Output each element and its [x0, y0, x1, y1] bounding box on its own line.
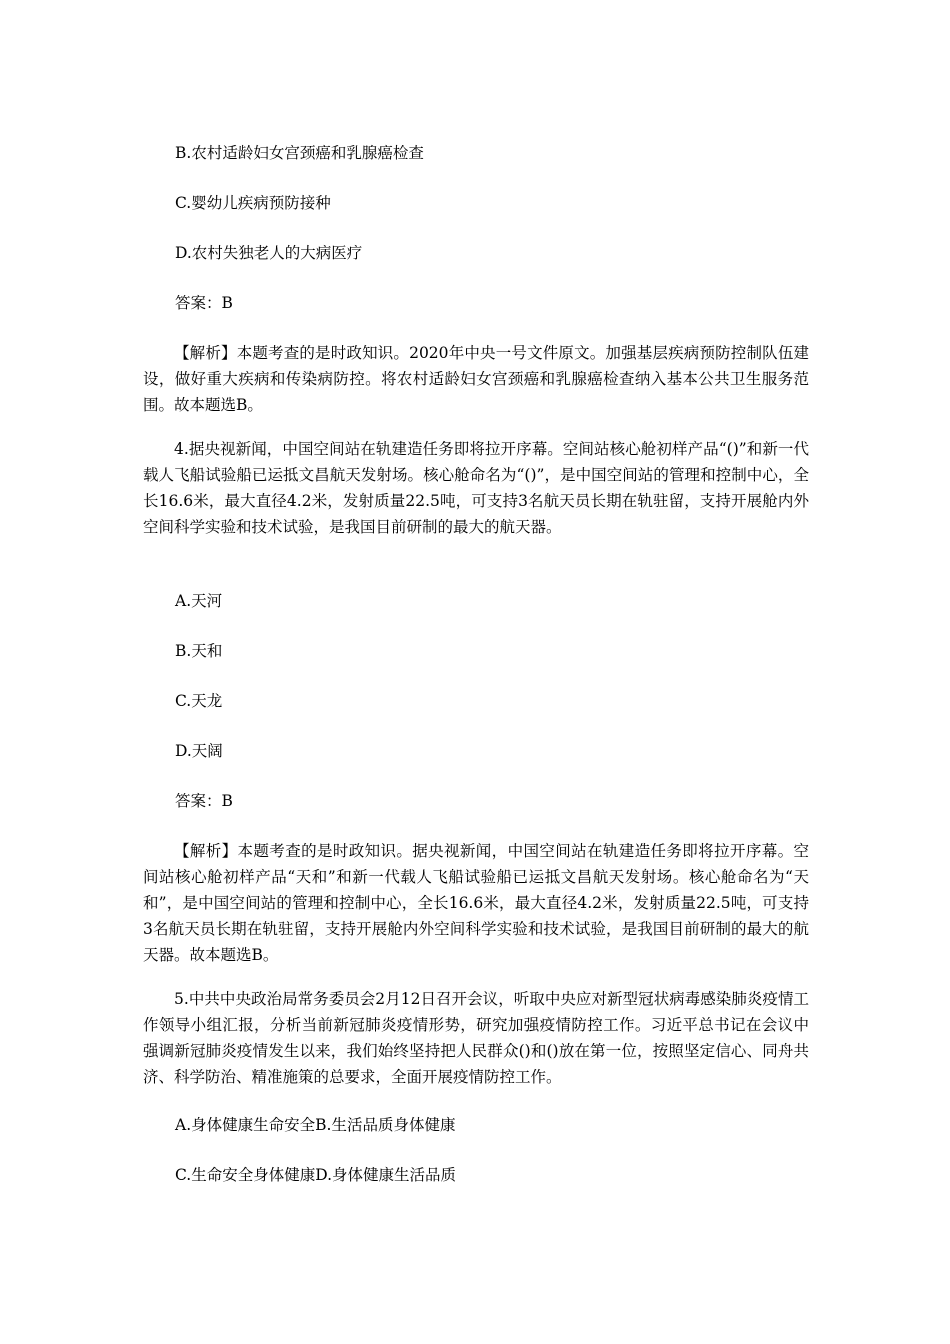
q5-stem: 5.中共中央政治局常务委员会2月12日召开会议，听取中央应对新型冠状病毒感染肺炎疫情工作领导小组汇报，分析当前新冠肺炎疫情形势，研究加强疫情防控工作。习近平总书记在会议中强调新冠肺炎疫情发生以来，我们始终坚持把人民群众()和()放在第一位，按照坚定信心、同舟共济、科学防治、精准施策的总要求，全面开展疫情防控工作。	[143, 990, 809, 1086]
q4-stem: 4.据央视新闻，中国空间站在轨建造任务即将拉开序幕。空间站核心舱初样产品“()”和新一代载人飞船试验船已运抵文昌航天发射场。核心舱命名为“()”，是中国空间站的管理和控制中心，全长16.6米，最大直径4.2米，发射质量22.5吨，可支持3名航天员长期在轨驻留，支持开展舱内外空间科学实验和技术试验，是我国目前研制的最大的航天器。	[143, 440, 809, 536]
q5-option-ab: A.身体健康生命安全B.生活品质身体健康	[175, 1116, 456, 1134]
q3-answer: 答案：B	[175, 294, 233, 312]
q4-option-a: A.天河	[175, 592, 223, 610]
q3-analysis: 【解析】本题考查的是时政知识。2020年中央一号文件原文。加强基层疾病预防控制队伍建设，做好重大疾病和传染病防控。将农村适龄妇女宫颈癌和乳腺癌检查纳入基本公共卫生服务范围。故本题选B。	[143, 344, 809, 414]
q3-option-d: D.农村失独老人的大病医疗	[175, 244, 363, 262]
q4-option-c: C.天龙	[175, 692, 223, 710]
q3-option-c: C.婴幼儿疾病预防接种	[175, 194, 331, 212]
q5-option-cd: C.生命安全身体健康D.身体健康生活品质	[175, 1166, 457, 1184]
q4-analysis: 【解析】本题考查的是时政知识。据央视新闻，中国空间站在轨建造任务即将拉开序幕。空间站核心舱初样产品“天和”和新一代载人飞船试验船已运抵文昌航天发射场。核心舱命名为“天和”，是中国空间站的管理和控制中心，全长16.6米，最大直径4.2米，发射质量22.5吨，可支持3名航天员长期在轨驻留，支持开展舱内外空间科学实验和技术试验，是我国目前研制的最大的航天器。故本题选B。	[143, 842, 809, 964]
q4-option-b: B.天和	[175, 642, 223, 660]
q4-option-d: D.天阔	[175, 742, 223, 760]
q4-answer: 答案：B	[175, 792, 233, 810]
q3-option-b: B.农村适龄妇女宫颈癌和乳腺癌检查	[175, 144, 424, 162]
